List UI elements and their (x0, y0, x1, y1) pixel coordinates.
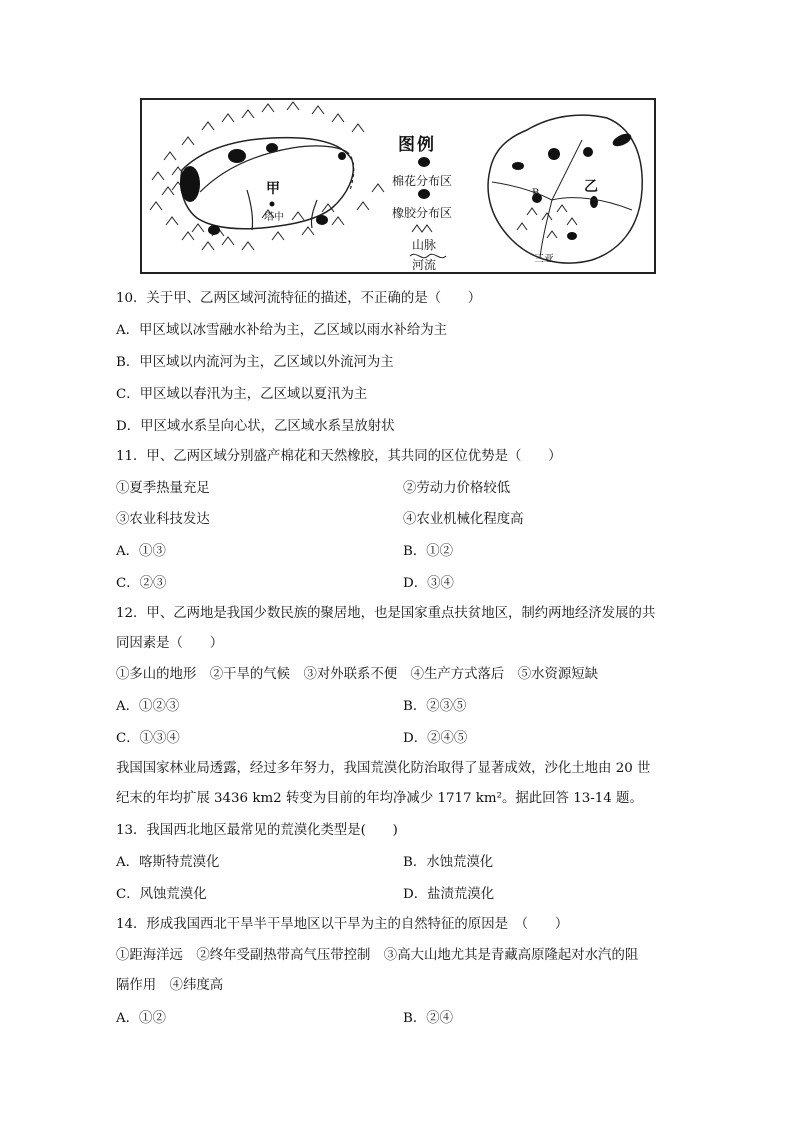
q13-option-b: B．水蚀荒漠化 (403, 855, 494, 870)
legend-cotton-label: 棉花分布区 (392, 174, 453, 188)
legend-river-label: 河流 (412, 258, 437, 272)
q11-stem: 11．甲、乙两区域分别盛产棉花和天然橡胶，其共同的区位优势是（ ） (116, 449, 562, 464)
q11-choice-1: ①夏季热量充足 (116, 481, 210, 496)
q11-choice-2: ②劳动力价格较低 (403, 481, 511, 496)
legend-title: 图例 (398, 135, 436, 155)
q13-stem: 13．我国西北地区最常见的荒漠化类型是( ) (116, 823, 398, 838)
q13-option-d: D．盐渍荒漠化 (403, 887, 495, 902)
label-tazhong: 塔中 (264, 212, 284, 223)
q11-choice-4: ④农业机械化程度高 (403, 512, 524, 527)
q11-option-c: C．②③ (116, 576, 167, 591)
cotton-areas (180, 143, 346, 235)
q14-option-a: A．①② (116, 1011, 166, 1026)
q10-option-d: D．甲区域水系呈向心状，乙区域水系呈放射状 (116, 419, 395, 434)
q12-option-b: B．②③⑤ (403, 699, 467, 714)
q14-choices-line1: ①距海洋远 ②终年受副热带高气压带控制 ③高大山地尤其是青藏高原隆起对水汽的阻 (116, 948, 639, 963)
q11-option-d: D．③④ (403, 576, 454, 591)
q10-stem: 10．关于甲、乙两区域河流特征的描述，不正确的是（ ） (116, 291, 482, 306)
label-jia: 甲 (266, 181, 280, 197)
q10-option-a: A．甲区域以冰雪融水补给为主，乙区域以雨水补给为主 (116, 323, 448, 338)
legend-rubber-symbol (418, 189, 430, 199)
q14-stem: 14．形成我国西北干旱半干旱地区以干旱为主的自然特征的原因是 （ ） (116, 917, 569, 932)
label-yi: 乙 (584, 179, 598, 195)
legend-cotton-symbol (418, 157, 430, 167)
passage-line1: 我国国家林业局透露，经过多年努力，我国荒漠化防治取得了显著成效，沙化土地由 20 世 (116, 761, 651, 776)
q11-choice-3: ③农业科技发达 (116, 512, 210, 527)
passage-line2: 纪末的年均扩展 3436 km2 转变为目前的年均净减少 1717 km²。据此回答 13-14 题。 (116, 791, 643, 806)
q12-stem-line2: 同因素是（ ） (116, 636, 224, 651)
q12-choices: ①多山的地形 ②干旱的气候 ③对外联系不便 ④生产方式落后 ⑤水资源短缺 (116, 667, 599, 682)
q11-option-a: A．①③ (116, 544, 166, 559)
rubber-areas (512, 131, 633, 240)
q10-option-b: B．甲区域以内流河为主，乙区域以外流河为主 (116, 355, 394, 370)
q14-option-b: B．②④ (403, 1011, 454, 1026)
q12-option-a: A．①②③ (116, 699, 180, 714)
q12-option-d: D．②④⑤ (403, 731, 468, 746)
tazhong-dot (270, 202, 275, 207)
q10-option-c: C．甲区域以春汛为主，乙区域以夏汛为主 (116, 387, 368, 402)
q13-option-c: C．风蚀荒漠化 (116, 887, 207, 902)
legend-rubber-label: 橡胶分布区 (392, 206, 453, 220)
map-figure (140, 98, 656, 274)
q12-stem-line1: 12．甲、乙两地是我国少数民族的聚居地，也是国家重点扶贫地区，制约两地经济发展的共 (116, 606, 656, 621)
label-b: B (532, 188, 540, 199)
q13-option-a: A．喀斯特荒漠化 (116, 855, 220, 870)
q12-option-c: C．①③④ (116, 731, 180, 746)
q11-option-b: B．①② (403, 544, 454, 559)
legend-mountain-symbol (412, 225, 432, 232)
label-sanya: 三亚 (534, 254, 554, 265)
q14-choices-line2: 隔作用 ④纬度高 (116, 978, 224, 993)
legend-mountain-label: 山脉 (412, 238, 437, 252)
